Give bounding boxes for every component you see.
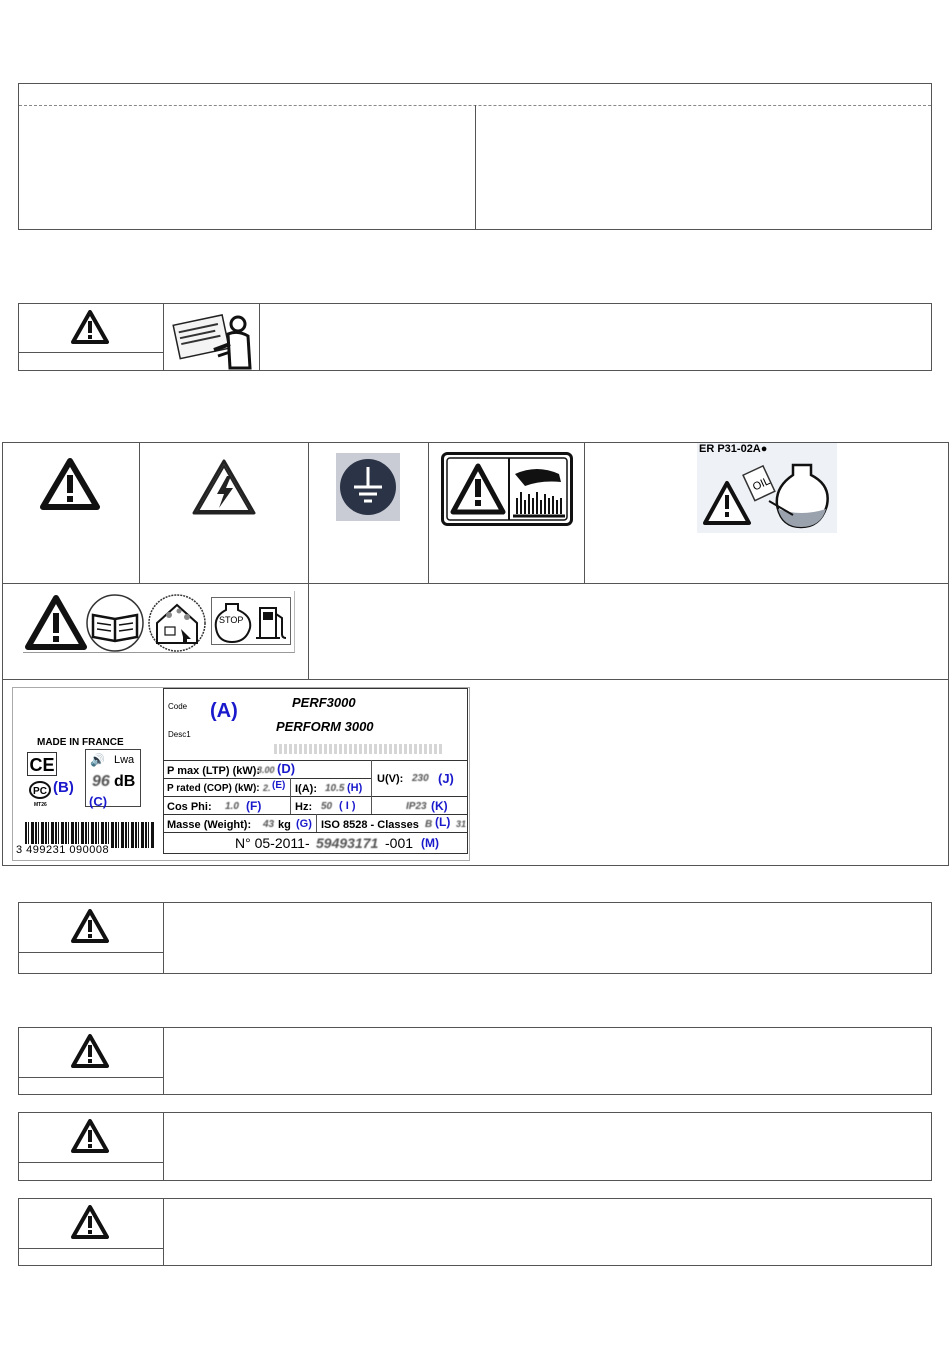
warning-box-reading — [18, 303, 932, 371]
marker-l: (L) — [435, 815, 451, 829]
barcode-number: 3 499231 090008 — [16, 844, 110, 856]
hz-value: 50 — [321, 801, 333, 812]
marker-c: (C) — [89, 794, 108, 809]
iso-label: ISO 8528 - Classes — [321, 819, 419, 831]
labels-table — [2, 442, 949, 866]
electric-shock-icon — [191, 458, 257, 516]
prated-label: P rated (COP) (kW): — [167, 783, 260, 794]
cosphi-label: Cos Phi: — [167, 801, 212, 813]
warning-triangle-icon — [71, 1205, 109, 1239]
iso-value: B — [425, 819, 433, 830]
lwa-value: 96 — [92, 773, 110, 790]
warning-box-3 — [18, 1112, 932, 1181]
warning-triangle-icon — [71, 1034, 109, 1068]
marker-k: (K) — [431, 799, 448, 813]
warning-triangle-icon — [71, 909, 109, 943]
hz-label: Hz: — [295, 801, 313, 813]
marker-f: (F) — [246, 799, 262, 813]
plate-data-grid — [163, 688, 468, 854]
lwa-label: Lwa — [114, 754, 135, 766]
rc-mark: PC — [29, 781, 51, 799]
marker-d: (D) — [277, 761, 296, 776]
serial-blurred: 59493171 — [316, 835, 379, 851]
marker-m: (M) — [421, 836, 439, 850]
mass-unit: kg — [278, 819, 291, 831]
lwa-unit: dB — [114, 773, 136, 790]
top-table-column-divider — [475, 105, 476, 230]
pmax-label: P max (LTP) (kW): — [167, 765, 261, 777]
instructions-strip — [23, 591, 295, 653]
oil-level-icon — [701, 457, 835, 531]
ip-value: IP23 — [406, 801, 427, 812]
warning-box-2 — [18, 1027, 932, 1095]
rc-code: MT26 — [34, 802, 47, 808]
made-in-france: MADE IN FRANCE — [37, 737, 124, 748]
marker-h: (H) — [347, 782, 363, 794]
stop-text: STOP — [219, 615, 244, 625]
top-table — [18, 83, 932, 230]
prated-value: 2. — [263, 783, 271, 793]
hot-surface-icon — [441, 452, 573, 526]
current-label: I(A): — [295, 783, 317, 795]
voltage-value: 230 — [412, 773, 429, 784]
marker-a: (A) — [210, 700, 238, 722]
cosphi-value: 1.0 — [225, 801, 239, 812]
oil-level-label — [697, 443, 837, 533]
serial-suffix: -001 — [385, 835, 414, 851]
person-reading-manual-icon — [170, 306, 256, 370]
marker-g: (G) — [296, 818, 312, 830]
warning-triangle-icon — [71, 310, 109, 344]
ground-icon — [336, 453, 400, 521]
speaker-icon: 🔊 — [90, 753, 105, 767]
marker-i: ( I ) — [339, 800, 356, 812]
warning-box-1 — [18, 902, 932, 974]
marker-j: (J) — [438, 771, 454, 786]
code-label: Code — [168, 702, 188, 711]
marker-b: (B) — [53, 779, 74, 796]
rating-plate — [12, 687, 470, 861]
desc-label: Desc1 — [168, 730, 191, 739]
svg-text:OIL: OIL — [750, 475, 773, 494]
code-value: PERF3000 — [292, 695, 356, 710]
warning-triangle-icon — [71, 1119, 109, 1153]
serial-prefix: N° 05-2011- — [235, 835, 310, 851]
oil-label-code: ER P31-02A● — [699, 443, 768, 455]
mass-value: 43 — [263, 819, 275, 830]
voltage-label: U(V): — [377, 773, 404, 785]
read-manual-icon — [85, 593, 145, 653]
mass-label: Masse (Weight): — [167, 819, 252, 831]
marker-e: (E) — [272, 780, 286, 791]
pmax-value: 3.00 — [257, 765, 275, 775]
current-value: 10.5 — [325, 783, 345, 794]
warning-triangle-icon — [40, 458, 100, 510]
refuel-engine-stopped-icon — [211, 597, 291, 645]
warning-box-4 — [18, 1198, 932, 1266]
desc-value: PERFORM 3000 — [276, 719, 374, 734]
warning-triangle-icon — [25, 595, 87, 651]
ce-mark: CE — [27, 752, 57, 776]
iso-tail: 31 — [456, 819, 467, 829]
ventilation-icon — [147, 593, 207, 653]
fine-print-blurred — [274, 744, 444, 754]
